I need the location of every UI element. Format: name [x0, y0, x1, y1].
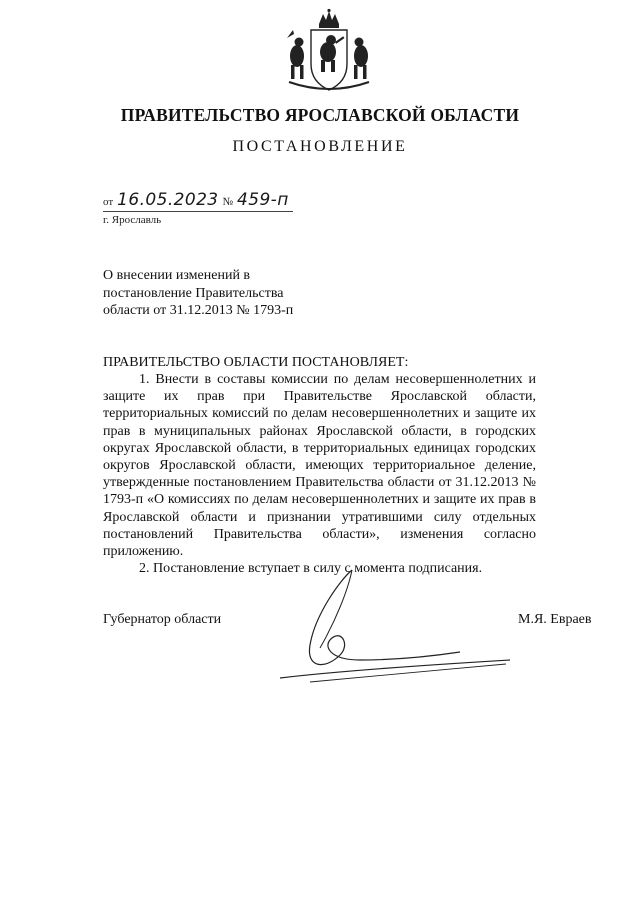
- number-prefix: №: [222, 196, 234, 208]
- document-number: 459-п: [237, 190, 289, 210]
- signatory-name: М.Я. Евраев: [518, 612, 592, 627]
- document-type: ПОСТАНОВЛЕНИЕ: [232, 138, 408, 155]
- date-number-line: [103, 190, 303, 216]
- subject-block: [103, 267, 293, 320]
- coat-of-arms-icon: [281, 8, 377, 94]
- organization-title: ПРАВИТЕЛЬСТВО ЯРОСЛАВСКОЙ ОБЛАСТИ: [120, 105, 520, 125]
- subject-line: области от 31.12.2013 № 1793-п: [103, 303, 294, 319]
- document-body: [103, 371, 536, 577]
- date-prefix: от: [103, 196, 114, 208]
- subject-line: постановление Правительства: [103, 285, 284, 301]
- paragraph-item-1: 1. Внести в составы комиссии по делам несовершеннолетних и защите их прав при Правительстве Ярославской области, территориальных комиссий по делам несовершеннолетних и защите их прав в муниципальных районах Ярославской области, в городских округах Ярославской области, в территориальных единицах городских округов Ярославской области, имеющих территориальное деление, утвержденные постановлением Правительства области от 31.12.2013 № 1793-п «О комиссиях по делам несовершеннолетних и защите их прав в Ярославской области и признании утратившими силу отдельных постановлений Правительства области», изменения согласно приложению.: [103, 372, 536, 560]
- handwritten-signature: [270, 560, 520, 690]
- document-date: 16.05.2023: [117, 190, 219, 210]
- paragraph-item-2: 2. Постановление вступает в силу с момента подписания.: [139, 561, 483, 577]
- date-underline: [103, 211, 293, 212]
- signatory-title: Губернатор области: [103, 612, 222, 627]
- subject-line: О внесении изменений в: [103, 268, 251, 283]
- city: г. Ярославль: [103, 214, 162, 226]
- decree-heading: ПРАВИТЕЛЬСТВО ОБЛАСТИ ПОСТАНОВЛЯЕТ:: [103, 355, 409, 370]
